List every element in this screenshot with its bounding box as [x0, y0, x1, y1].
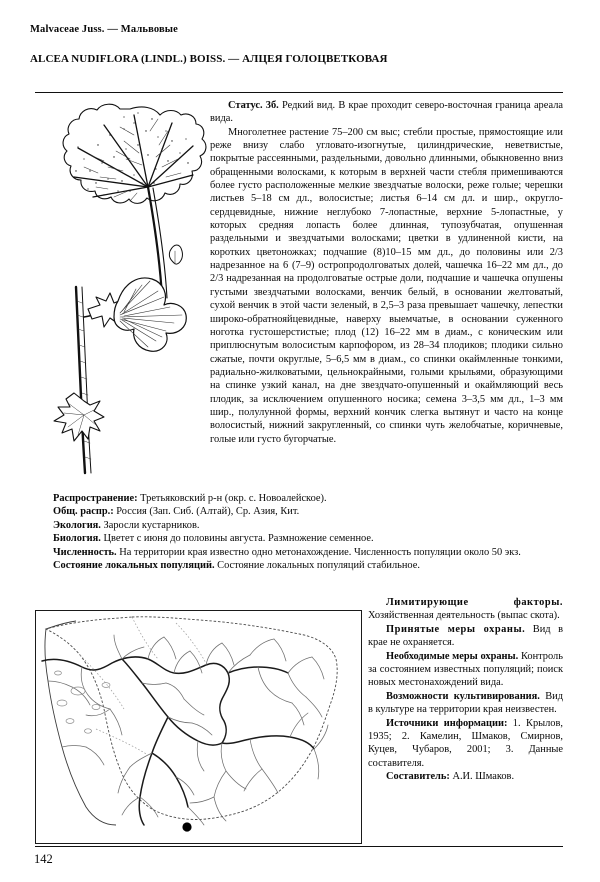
needed-measures-paragraph [368, 650, 563, 690]
cultivation-text: Вид в культуре на территории края неизвестен. [368, 690, 563, 716]
ecology-paragraph [35, 519, 563, 532]
author-label: Составитель: [386, 771, 450, 783]
local-populations-text: Состояние локальных популяций стабильное. [214, 560, 420, 572]
distribution-text: Третьяковский р-н (окр. с. Новоалейское). [137, 493, 327, 504]
biology-text: Цветет с июня до половины августа. Размножение семенное. [100, 533, 374, 545]
status-label: Статус. 3б. [228, 100, 279, 111]
ecology-text: Заросли кустарников. [100, 519, 200, 531]
local-populations-label: Состояние локальных популяций. [53, 560, 215, 572]
needed-measures-label: Необходимые меры охраны. [386, 650, 519, 662]
attributes-block [35, 492, 563, 572]
sources-paragraph [368, 717, 563, 771]
limiting-factors-paragraph [368, 596, 563, 623]
header-divider [35, 92, 563, 93]
page-number: 142 [34, 852, 53, 866]
limiting-factors-label: Лимитирующие факторы. [386, 597, 563, 608]
sources-label: Источники информации: [386, 717, 508, 729]
distribution-label: Распространение: [53, 493, 138, 504]
conservation-block [368, 596, 563, 784]
limiting-factors-text: Хозяйственная деятельность (выпас скота). [368, 610, 560, 622]
morphology-paragraph: Многолетнее растение 75–200 см выс; стебли простые, прямостоящие или реже внизу слабо угловато-изогнутые, цилиндрические, неветвистые, покрытые рассеянными, раздельными, довольно длинными, обыкновенно вниз обращенными волосками, к которым в верхней части стебля примешиваются более густо расположенные мелкие звездчатые волоски, реже голые; черешки листьев 5–18 см дл., волосистые; листья 6–14 см дл. и шир., округло-сердцевидные, нижние неглубоко 7-лопастные, верхние 5-лопастные, у которых средняя лопасть более длинная, тупозубчатая, опушенная раздельными и звездчатыми волосками; цветки в удлиненной кисти, на коротких цветоножках; подчашие (8)10–15 мм дл., до половины или 2/3 надрезанное на 6 (7–9) остропродолговатых долей, чашечка 16–22 мм дл., до 2/3 надрезанная на продолговатые острые доли, подчашие и чашечка опушены густыми звездчатыми волосками, венчик белый, в основании желтоватый, сухой венчик в этой части зеленый, в 2,5–3 раза превышает чашечку, лепестки широко-обратнояйцевидные, наверху выемчатые, в основании суженного ноготка густошерстистые; плод (12) 16–22 мм в диам., с коническим или приплюснутым волосистым карпофором, из 28–34 плодиков; плодики сильно сжатые, почти округлые, 5–6,5 мм в диам., со спинки окаймленные тонкими, радиально-жилковатыми, цельнокрайными, голыми крыльями, образующими на спинке узкий канал, на дне звездчато-опушенный и окаймляющий весь плодик, за исключением опушенного носика; семена 3–3,5 мм дл., 1–3 мм шир., полулунной формы, верхний кончик слегка вытянут и часто на конце волосистый, нижний закругленный, со спинки чуть желобчатые, коричневые, голые или густо бугорчатые. [210, 126, 563, 445]
footer-divider [35, 846, 563, 847]
illustration-float-spacer [35, 99, 210, 491]
abundance-text: На территории края известно одно метонахождение. Численность популяции около 50 экз. [116, 546, 521, 558]
taken-measures-text: Вид в крае не охраняется. [368, 623, 563, 649]
general-distribution-text: Россия (Зап. Сиб. (Алтай), Ср. Азия, Кит. [113, 506, 300, 518]
author-text: А.И. Шмаков. [449, 771, 515, 783]
sources-text: 1. Крылов, 1935; 2. Камелин, Шмаков, Смирнов, Куцев, Чубаров, 2001; 3. Данные составителя. [368, 717, 564, 769]
distribution-map [35, 610, 362, 844]
local-populations-paragraph [35, 559, 563, 572]
map-marker [182, 822, 191, 831]
description-block [35, 99, 563, 491]
status-text: Редкий вид. В крае проходит северо-восточная граница ареала вида. [210, 100, 563, 125]
needed-measures-text: Контроль за состоянием известных популяций; поиск новых местонахождений вида. [368, 650, 563, 689]
distribution-paragraph [35, 492, 563, 505]
taken-measures-label: Принятые меры охраны. [386, 623, 526, 635]
biology-label: Биология. [53, 533, 101, 545]
author-paragraph [368, 770, 563, 783]
biology-paragraph [35, 532, 563, 545]
cultivation-paragraph [368, 690, 563, 717]
abundance-paragraph [35, 546, 563, 559]
cultivation-label: Возможности культивирования. [386, 690, 540, 702]
general-distribution-paragraph [35, 505, 563, 518]
species-title: ALCEA NUDIFLORA (LINDL.) BOISS. — АЛЦЕЯ ГОЛОЦВЕТКОВАЯ [30, 53, 388, 65]
ecology-label: Экология. [53, 519, 101, 531]
general-distribution-label: Общ. распр.: [53, 506, 114, 518]
family-header: Malvaceae Juss. — Мальвовые [30, 24, 178, 35]
taken-measures-paragraph [368, 623, 563, 650]
abundance-label: Численность. [53, 546, 117, 558]
